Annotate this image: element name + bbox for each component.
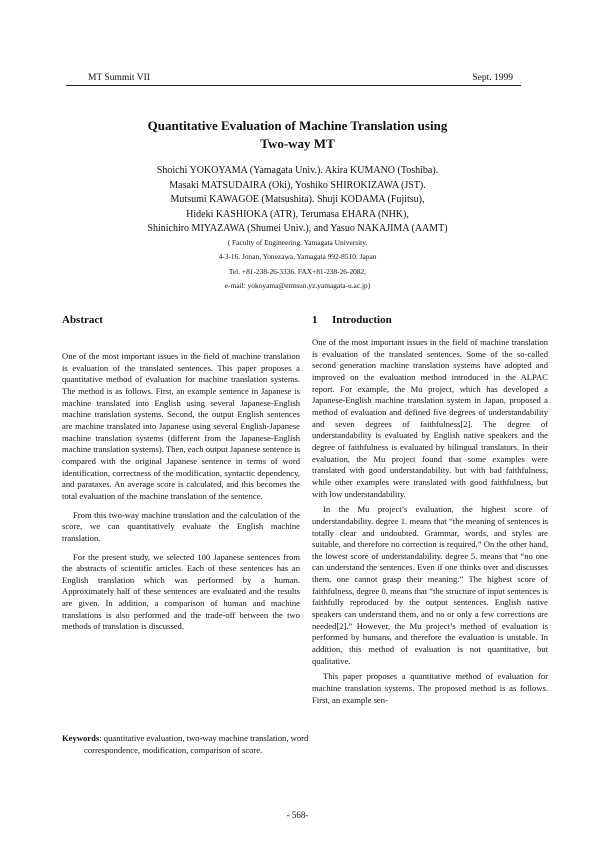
abstract-heading: Abstract — [62, 314, 103, 326]
author-line: Masaki MATSUDAIRA (Oki), Yoshiko SHIROKIZAWA (JST). — [169, 179, 426, 191]
abstract-paragraph: From this two-way machine translation and the calculation of the score, we can quantitatively evaluate the English machine translation. — [62, 509, 300, 543]
introduction-heading — [312, 312, 548, 328]
author-list — [70, 164, 525, 237]
title-line: Two-way MT — [260, 136, 335, 151]
right-column — [312, 312, 548, 710]
introduction-paragraph: This paper proposes a quantitative method of evaluation for machine translation systems. The proposed method is as follows. First, an example sen- — [312, 671, 548, 705]
affiliation-line: Tel. +81-238-26-3336. FAX+81-238-26-2082, — [228, 266, 367, 276]
author-line: Mutsumi KAWAGOE (Matsushita). Shuji KODAMA (Fujitsu), — [170, 194, 425, 206]
conference-date: Sept. 1999 — [472, 73, 513, 83]
author-line: Hideki KASHIOKA (ATR), Terumasa EHARA (NHK), — [186, 208, 409, 220]
conference-name: MT Summit VII — [88, 73, 150, 83]
page-number: - 568- — [286, 810, 309, 820]
abstract-paragraph: For the present study, we selected 100 Japanese sentences from the abstracts of scientific articles. Each of these sentences has an English translation which was performed by a human. Approximately half of these sentences are evaluated and the results are given. In addition, a comparison of human and machine translations is also performed and the trade-off between the two methods of translation is discussed. — [62, 551, 300, 632]
affiliation-email: e-mail: yokoyama@emtsun.yz.yamagata-u.ac.jp) — [224, 281, 371, 291]
left-column — [62, 312, 300, 640]
introduction-paragraph: One of the most important issues in the field of machine translation is evaluation of the translated sentences. Some of the so-called second generation machine translation systems have adopted and improved on the evaluation method introduced in the ALPAC report. For example, the Mu project, which has developed a Japanese-English machine translation system in Japan, proposed a method of evaluation and defined five degrees of understandability and seven degrees of faithfulness[2]. The degree of understandability is evaluated by English native speakers and the degree of faithfulness is evaluated by bilingual translators. In their evaluation, the Mu project found that some examples were translated with good understandability. but with bad faithfulness, while other examples were translated with good faithfulness, but with low understandability. — [312, 337, 548, 499]
title-line: Quantitative Evaluation of Machine Translation using — [147, 118, 448, 133]
affiliation-line: 4-3-16. Jonan, Yonezawa, Yamagata 992-8510. Japan — [218, 252, 377, 262]
keywords-label: Keywords — [62, 733, 100, 743]
paper-title — [60, 117, 535, 153]
affiliation-block — [70, 236, 525, 294]
introduction-paragraph: In the Mu project’s evaluation, the highest score of understandability. degree 1. means that “the meaning of sentences is totally clear and undoubted. Grammar, words, and styles are suitable, and therefore no correction is required.” On the other hand, the lowest score of understandability. degree 5. means that “no one can understand the sentences. Even if one thinks over and discusses them, one cannot grasp their meaning.” The highest score of faithfulness, degree 0. means that “the structure of input sentences is faithfully reproduced by the output sentences. English native speakers can understand them, and no or only a few corrections are needed[2].” However, the Mu project’s method of evaluation is performed by humans, and therefore the evaluation is unstable. In addition, this method of evaluation is not quantitative, but qualitative. — [312, 504, 548, 666]
running-header — [66, 71, 521, 86]
section-number: 1 — [312, 314, 318, 326]
section-title: Introduction — [332, 314, 392, 326]
author-line: Shoichi YOKOYAMA (Yamagata Univ.). Akira KUMANO (Toshiba). — [156, 165, 439, 176]
affiliation-line: ( Faculty of Engineering. Yamagata University. — [227, 238, 368, 247]
keywords — [62, 733, 328, 756]
author-line: Shinichiro MIYAZAWA (Shumei Univ.), and Yasuo NAKAJIMA (AAMT) — [147, 223, 448, 235]
abstract-paragraph: One of the most important issues in the field of machine translation is evaluation of the translated sentences. This paper proposes a quantitative method of evaluation for machine translation systems. The method is as follows. First, an example sentence in Japanese is machine translated into English using several Japanese-English machine translation systems. Second, the output English sentences are machine translated into Japanese using several English-Japanese machine translation systems (different from the Japanese-English machine translation systems). Then, each output Japanese sentence is compared with the original Japanese sentence in terms of word identification, correctness of the modification, syntactic dependency, and parataxes. An average score is calculated, and this becomes the total evaluation of the machine translation of the sentence. — [62, 351, 301, 501]
keywords-text: : quantitative evaluation, two-way machine translation, word correspondence, modification, comparison of score. — [84, 733, 309, 755]
